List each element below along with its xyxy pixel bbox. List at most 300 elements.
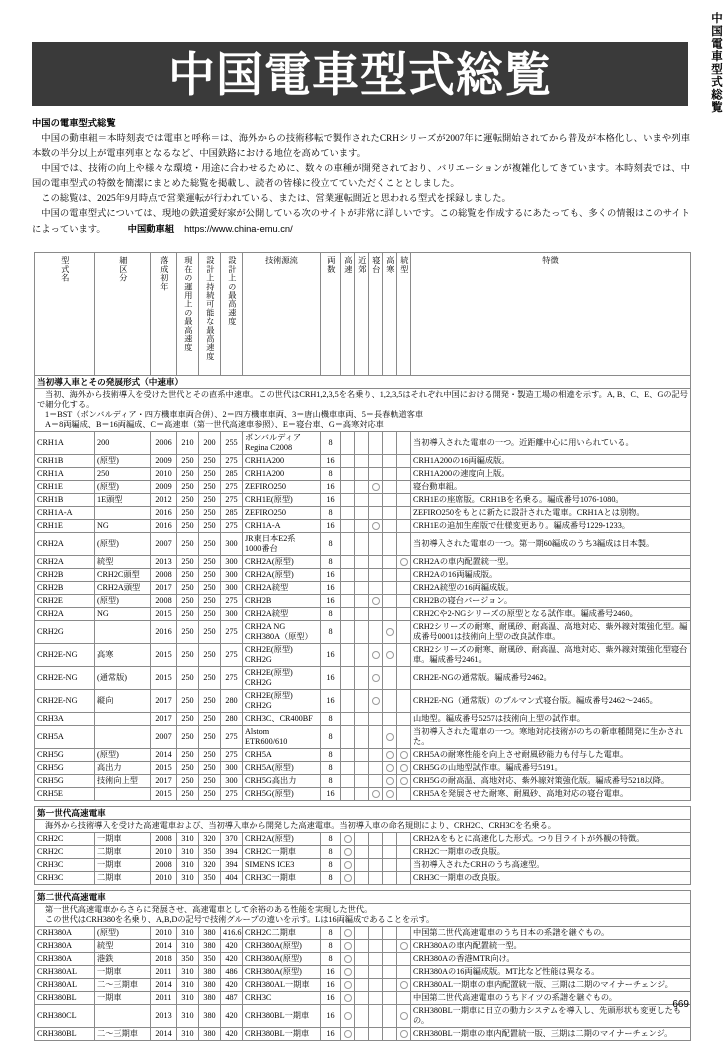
cell-mark-kousamu [383, 953, 397, 966]
cell-sustained-speed: 250 [199, 494, 221, 507]
cell-mark-kinkou [355, 726, 369, 749]
cell-mark-shindai [369, 621, 383, 644]
cell-sustained-speed: 250 [199, 595, 221, 608]
cell-note: CRH2Aの車内配置統一型。 [411, 556, 691, 569]
cell-note: CRH2Aの16両編成版。 [411, 569, 691, 582]
cell-subdivision: (原型) [95, 481, 151, 494]
cell-car-count: 16 [321, 1005, 341, 1028]
cell-design-max-speed: 394 [221, 859, 243, 872]
cell-subdivision [95, 621, 151, 644]
cell-first-year: 2007 [151, 726, 177, 749]
circle-mark-icon [344, 968, 352, 976]
circle-mark-icon [386, 651, 394, 659]
circle-mark-icon [400, 764, 408, 772]
cell-subdivision: 1E頭型 [95, 494, 151, 507]
cell-mark-touitsu [397, 569, 411, 582]
side-vertical-title: 中国電車型式総覧 [710, 12, 722, 114]
cell-mark-kinkou [355, 644, 369, 667]
table-row [35, 533, 691, 556]
cell-subdivision: 一期車 [95, 992, 151, 1005]
cell-operating-speed: 250 [177, 507, 199, 520]
circle-mark-icon [386, 628, 394, 636]
cell-mark-touitsu [397, 749, 411, 762]
cell-mark-shindai [369, 940, 383, 953]
tech-source-line: 1000番台 [245, 544, 278, 553]
cell-mark-kinkou [355, 859, 369, 872]
cell-first-year: 2013 [151, 556, 177, 569]
cell-tech-source [243, 788, 321, 801]
cell-mark-kousoku [341, 846, 355, 859]
table-row [35, 432, 691, 455]
cell-tech-source [243, 979, 321, 992]
cell-car-count: 8 [321, 846, 341, 859]
cell-design-max-speed: 275 [221, 595, 243, 608]
cell-note: CRH2シリーズの耐寒、耐風砂、耐高温、高地対応、紫外線対策強化型。編成番号0001は技術向上型の改良試作車。 [411, 621, 691, 644]
cell-mark-touitsu [397, 940, 411, 953]
cell-subdivision: 250 [95, 468, 151, 481]
cell-mark-touitsu [397, 494, 411, 507]
section-description [35, 389, 691, 432]
cell-mark-kousoku [341, 621, 355, 644]
cell-tech-source [243, 713, 321, 726]
cell-mark-touitsu [397, 608, 411, 621]
cell-tech-source [243, 621, 321, 644]
cell-design-max-speed: 420 [221, 940, 243, 953]
cell-design-max-speed: 487 [221, 992, 243, 1005]
cell-operating-speed: 250 [177, 533, 199, 556]
cell-subdivision: 一期車 [95, 859, 151, 872]
tech-source-line: ETR600/610 [245, 737, 288, 746]
cell-operating-speed: 250 [177, 621, 199, 644]
cell-design-max-speed: 285 [221, 468, 243, 481]
cell-car-count: 8 [321, 927, 341, 940]
column-header-2 [151, 253, 177, 376]
tech-source-line: Alstom [245, 727, 270, 736]
cell-tech-source [243, 833, 321, 846]
tech-source-line: SIMENS ICE3 [245, 860, 295, 869]
cell-note: 当初導入された電車の一つ。近距離中心に用いられている。 [411, 432, 691, 455]
cell-mark-shindai [369, 644, 383, 667]
cell-mark-kousamu [383, 533, 397, 556]
cell-type-name: CRH2G [35, 621, 95, 644]
tech-source-line: CRH2A統型 [245, 583, 289, 592]
intro-section [32, 116, 690, 238]
cell-mark-kousoku [341, 455, 355, 468]
cell-operating-speed: 310 [177, 872, 199, 885]
cell-mark-kousoku [341, 494, 355, 507]
column-header-label: 高速 [343, 256, 353, 274]
cell-car-count: 8 [321, 872, 341, 885]
cell-mark-touitsu [397, 788, 411, 801]
cell-mark-kinkou [355, 432, 369, 455]
cell-subdivision: (原型) [95, 533, 151, 556]
cell-mark-kousoku [341, 690, 355, 713]
cell-sustained-speed: 250 [199, 726, 221, 749]
circle-mark-icon [400, 558, 408, 566]
cell-mark-kinkou [355, 690, 369, 713]
table-header-row [35, 253, 691, 376]
cell-mark-kousoku [341, 762, 355, 775]
table-row [35, 927, 691, 940]
circle-mark-icon [344, 848, 352, 856]
page-title: 中国電車型式総覧 [168, 47, 552, 101]
cell-operating-speed: 310 [177, 859, 199, 872]
cell-tech-source [243, 690, 321, 713]
cell-type-name: CRH5G [35, 775, 95, 788]
cell-design-max-speed: 275 [221, 788, 243, 801]
cell-operating-speed: 250 [177, 494, 199, 507]
column-header-8 [341, 253, 355, 376]
cell-operating-speed: 250 [177, 788, 199, 801]
tech-source-line: ZEFIRO250 [245, 508, 286, 517]
cell-mark-touitsu [397, 775, 411, 788]
cell-type-name: CRH2E-NG [35, 644, 95, 667]
cell-note: 当初導入された電車の一つ。第一期60編成のうち3編成は日本製。 [411, 533, 691, 556]
cell-first-year: 2008 [151, 595, 177, 608]
cell-car-count: 16 [321, 455, 341, 468]
cell-mark-kousamu [383, 621, 397, 644]
cell-car-count: 16 [321, 569, 341, 582]
cell-operating-speed: 250 [177, 595, 199, 608]
cell-mark-kousoku [341, 644, 355, 667]
cell-sustained-speed: 250 [199, 481, 221, 494]
cell-mark-touitsu [397, 859, 411, 872]
cell-operating-speed: 250 [177, 667, 199, 690]
circle-mark-icon [386, 764, 394, 772]
cell-car-count: 8 [321, 432, 341, 455]
table-row [35, 788, 691, 801]
cell-tech-source [243, 1028, 321, 1041]
tech-source-line: CRH3C [245, 993, 272, 1002]
cell-mark-touitsu [397, 1005, 411, 1028]
cell-mark-kousoku [341, 966, 355, 979]
cell-tech-source [243, 749, 321, 762]
cell-sustained-speed: 320 [199, 859, 221, 872]
cell-mark-shindai [369, 1005, 383, 1028]
cell-design-max-speed: 275 [221, 621, 243, 644]
cell-tech-source [243, 644, 321, 667]
cell-sustained-speed: 380 [199, 927, 221, 940]
cell-mark-kinkou [355, 966, 369, 979]
cell-mark-kousamu [383, 644, 397, 667]
cell-first-year: 2014 [151, 749, 177, 762]
tech-source-line: CRH5G高出力 [245, 776, 297, 785]
cell-mark-touitsu [397, 455, 411, 468]
cell-type-name: CRH2E-NG [35, 667, 95, 690]
cell-note: CRH2E-NGの通常版。編成番号2462。 [411, 667, 691, 690]
cell-note: CRH2Aをもとに高速化した形式。つり目ライトが外観の特徴。 [411, 833, 691, 846]
cell-mark-touitsu [397, 833, 411, 846]
cell-design-max-speed: 300 [221, 556, 243, 569]
cell-tech-source [243, 775, 321, 788]
cell-design-max-speed: 404 [221, 872, 243, 885]
cell-note: 山地型。編成番号5257は技術向上型の試作車。 [411, 713, 691, 726]
cell-tech-source [243, 762, 321, 775]
column-header-4 [199, 253, 221, 376]
cell-mark-shindai [369, 872, 383, 885]
reference-site-url[interactable]: https://www.china-emu.cn/ [184, 224, 293, 234]
cell-mark-kinkou [355, 481, 369, 494]
tech-source-line: CRH2C二期車 [245, 928, 296, 937]
cell-operating-speed: 250 [177, 455, 199, 468]
cell-operating-speed: 250 [177, 582, 199, 595]
column-header-3 [177, 253, 199, 376]
cell-type-name: CRH3A [35, 713, 95, 726]
cell-subdivision: 二～三期車 [95, 979, 151, 992]
table-row [35, 569, 691, 582]
cell-mark-kousoku [341, 726, 355, 749]
cell-type-name: CRH380CL [35, 1005, 95, 1028]
column-header-label: 統型 [399, 256, 409, 274]
cell-note: 中国第二世代高速電車のうちドイツの系譜を継ぐもの。 [411, 992, 691, 1005]
cell-note: CRH2Cや2-NGシリーズの原型となる試作車。編成番号2460。 [411, 608, 691, 621]
cell-subdivision: 技術向上型 [95, 775, 151, 788]
cell-design-max-speed: 300 [221, 608, 243, 621]
cell-subdivision: 二期車 [95, 872, 151, 885]
cell-mark-shindai [369, 953, 383, 966]
cell-operating-speed: 310 [177, 846, 199, 859]
cell-mark-touitsu [397, 713, 411, 726]
page-number: 669 [672, 999, 689, 1010]
tech-source-line: CRH2A(原型) [245, 557, 294, 566]
cell-mark-kousamu [383, 846, 397, 859]
cell-car-count: 16 [321, 992, 341, 1005]
cell-type-name: CRH1A [35, 432, 95, 455]
tech-source-line: CRH2B [245, 596, 272, 605]
cell-type-name: CRH5G [35, 749, 95, 762]
cell-mark-shindai [369, 749, 383, 762]
cell-first-year: 2016 [151, 507, 177, 520]
cell-tech-source [243, 582, 321, 595]
cell-tech-source [243, 569, 321, 582]
cell-tech-source [243, 966, 321, 979]
cell-mark-kinkou [355, 1005, 369, 1028]
cell-mark-kinkou [355, 833, 369, 846]
cell-mark-kousoku [341, 595, 355, 608]
cell-design-max-speed: 275 [221, 494, 243, 507]
cell-type-name: CRH1B [35, 494, 95, 507]
cell-note: CRH5Gの耐高温、高地対応、紫外線対策強化版。編成番号5218以降。 [411, 775, 691, 788]
cell-mark-kousoku [341, 468, 355, 481]
tech-source-line: CRH380AL一期車 [245, 980, 310, 989]
tech-source-line: CRH5G(原型) [245, 789, 294, 798]
circle-mark-icon [344, 929, 352, 937]
cell-tech-source [243, 872, 321, 885]
column-header-label: 型式名 [60, 256, 70, 283]
table-row [35, 833, 691, 846]
tech-source-line: CRH2G [245, 701, 272, 710]
cell-operating-speed: 350 [177, 953, 199, 966]
cell-mark-kinkou [355, 749, 369, 762]
cell-note: CRH5Aの耐寒性能を向上させ耐風砂能力も付与した電車。 [411, 749, 691, 762]
cell-mark-kousamu [383, 833, 397, 846]
cell-mark-kinkou [355, 582, 369, 595]
cell-mark-shindai [369, 788, 383, 801]
table-row [35, 468, 691, 481]
table-row [35, 690, 691, 713]
cell-mark-touitsu [397, 1028, 411, 1041]
cell-sustained-speed: 250 [199, 621, 221, 644]
cell-subdivision: 港鉄 [95, 953, 151, 966]
tech-source-line: CRH2A(原型) [245, 570, 294, 579]
cell-mark-shindai [369, 979, 383, 992]
cell-sustained-speed: 380 [199, 1005, 221, 1028]
circle-mark-icon [386, 777, 394, 785]
column-header-label: 技術源流 [265, 256, 298, 265]
cell-mark-kinkou [355, 608, 369, 621]
cell-mark-kousamu [383, 468, 397, 481]
cell-mark-shindai [369, 1028, 383, 1041]
cell-subdivision: 二期車 [95, 846, 151, 859]
cell-car-count: 16 [321, 644, 341, 667]
cell-car-count: 8 [321, 507, 341, 520]
cell-first-year: 2018 [151, 953, 177, 966]
cell-type-name: CRH5A [35, 726, 95, 749]
tech-source-line: CRH3C一期車 [245, 873, 296, 882]
tech-source-line: CRH380A(原型) [245, 954, 302, 963]
cell-sustained-speed: 200 [199, 432, 221, 455]
circle-mark-icon [386, 733, 394, 741]
intro-paragraph-3: この総覧は、2025年9月時点で営業運転が行われている、または、営業運転間近と思われる型式を採録しました。 [41, 194, 511, 204]
column-header-12 [397, 253, 411, 376]
tech-source-line: CRH1E(原型) [245, 495, 293, 504]
tech-source-line: CRH380BL一期車 [245, 1011, 310, 1020]
circle-mark-icon [344, 994, 352, 1002]
cell-mark-kousamu [383, 455, 397, 468]
cell-operating-speed: 250 [177, 775, 199, 788]
circle-mark-icon [372, 597, 380, 605]
cell-note: CRH2シリーズの耐寒、耐風砂、耐高温、高地対応、紫外線対策強化型寝台車。編成番号2461。 [411, 644, 691, 667]
section-title-row [35, 891, 691, 904]
cell-type-name: CRH2A [35, 556, 95, 569]
cell-first-year: 2011 [151, 992, 177, 1005]
cell-type-name: CRH1A-A [35, 507, 95, 520]
cell-mark-kousamu [383, 690, 397, 713]
circle-mark-icon [344, 861, 352, 869]
table-row [35, 644, 691, 667]
cell-first-year: 2008 [151, 833, 177, 846]
cell-mark-touitsu [397, 979, 411, 992]
cell-first-year: 2013 [151, 1005, 177, 1028]
cell-mark-shindai [369, 608, 383, 621]
cell-mark-kousamu [383, 569, 397, 582]
column-header-label: 高寒 [385, 256, 395, 274]
column-header-label: 近郊 [357, 256, 367, 274]
column-header-label: 設計上の最高速度 [227, 256, 237, 326]
cell-mark-shindai [369, 494, 383, 507]
cell-sustained-speed: 250 [199, 690, 221, 713]
cell-mark-shindai [369, 927, 383, 940]
cell-mark-kinkou [355, 953, 369, 966]
cell-mark-shindai [369, 533, 383, 556]
cell-design-max-speed: 416.6 [221, 927, 243, 940]
cell-mark-kinkou [355, 713, 369, 726]
tech-source-line: CRH5A [245, 750, 272, 759]
cell-mark-kinkou [355, 762, 369, 775]
cell-note: CRH2Bの寝台バージョン。 [411, 595, 691, 608]
cell-mark-shindai [369, 775, 383, 788]
section-description-line: 当初、海外から技術導入を受けた世代とその直系中速車。この世代はCRH1,2,3,5を名乗り、1,2,3,5はそれぞれ中国における開発・製造工場の相違を示す。A, B、C、E、Gの記号で細分化する。 [37, 390, 688, 409]
cell-mark-kousamu [383, 432, 397, 455]
cell-car-count: 16 [321, 979, 341, 992]
cell-first-year: 2017 [151, 690, 177, 713]
column-header-label: 現在の運用上の最高速度 [183, 256, 193, 352]
cell-mark-kousoku [341, 1028, 355, 1041]
cell-first-year: 2012 [151, 494, 177, 507]
table-row [35, 953, 691, 966]
section-title: 当初導入車とその発展形式（中速車） [35, 376, 691, 389]
cell-mark-kousamu [383, 775, 397, 788]
tech-source-line: CRH1A200 [245, 469, 285, 478]
cell-type-name: CRH380A [35, 953, 95, 966]
cell-subdivision: NG [95, 608, 151, 621]
cell-car-count: 8 [321, 468, 341, 481]
cell-car-count: 8 [321, 621, 341, 644]
cell-type-name: CRH3C [35, 872, 95, 885]
cell-mark-kousamu [383, 494, 397, 507]
cell-subdivision: 縦向 [95, 690, 151, 713]
cell-mark-shindai [369, 595, 383, 608]
intro-paragraph-1: 中国の動車組＝本時刻表では電車と呼称＝は、海外からの技術移転で製作されたCRHシリーズが2007年に運転開始されてから普及が本格化し、いまや列車本数の半分以上が電車列車となるなど、中国鉄路における地位を高めています。 [32, 134, 690, 159]
cell-mark-kousoku [341, 582, 355, 595]
cell-type-name: CRH2A [35, 533, 95, 556]
cell-type-name: CRH380BL [35, 992, 95, 1005]
table-body [35, 253, 691, 1041]
intro-heading: 中国の電車型式総覧 [32, 118, 116, 128]
cell-operating-speed: 310 [177, 833, 199, 846]
cell-design-max-speed: 300 [221, 582, 243, 595]
cell-first-year: 2009 [151, 455, 177, 468]
cell-tech-source [243, 494, 321, 507]
cell-mark-touitsu [397, 927, 411, 940]
table-row [35, 481, 691, 494]
table-row [35, 494, 691, 507]
cell-sustained-speed: 250 [199, 644, 221, 667]
cell-mark-shindai [369, 762, 383, 775]
column-header-5 [221, 253, 243, 376]
cell-mark-kousamu [383, 556, 397, 569]
cell-mark-kousoku [341, 556, 355, 569]
cell-note: CRH1Eの座席版。CRH1Bを名乗る。編成番号1076-1080。 [411, 494, 691, 507]
cell-design-max-speed: 300 [221, 533, 243, 556]
cell-note: ZEFIRO250をもとに新たに設計された電車。CRH1Aとは別物。 [411, 507, 691, 520]
cell-tech-source [243, 667, 321, 690]
cell-mark-kinkou [355, 775, 369, 788]
cell-mark-kousoku [341, 608, 355, 621]
table-row [35, 872, 691, 885]
column-header-1 [95, 253, 151, 376]
cell-note: CRH1A200の16両編成版。 [411, 455, 691, 468]
cell-sustained-speed: 250 [199, 556, 221, 569]
cell-mark-kousamu [383, 507, 397, 520]
cell-mark-shindai [369, 667, 383, 690]
cell-subdivision: (原型) [95, 927, 151, 940]
cell-mark-touitsu [397, 582, 411, 595]
cell-car-count: 8 [321, 608, 341, 621]
table-row [35, 608, 691, 621]
cell-sustained-speed: 350 [199, 846, 221, 859]
cell-mark-kinkou [355, 1028, 369, 1041]
section-description-row [35, 904, 691, 927]
cell-design-max-speed: 275 [221, 520, 243, 533]
cell-mark-kinkou [355, 667, 369, 690]
cell-sustained-speed: 350 [199, 953, 221, 966]
cell-subdivision [95, 507, 151, 520]
cell-mark-shindai [369, 432, 383, 455]
circle-mark-icon [372, 697, 380, 705]
cell-mark-kousoku [341, 667, 355, 690]
cell-operating-speed: 310 [177, 979, 199, 992]
